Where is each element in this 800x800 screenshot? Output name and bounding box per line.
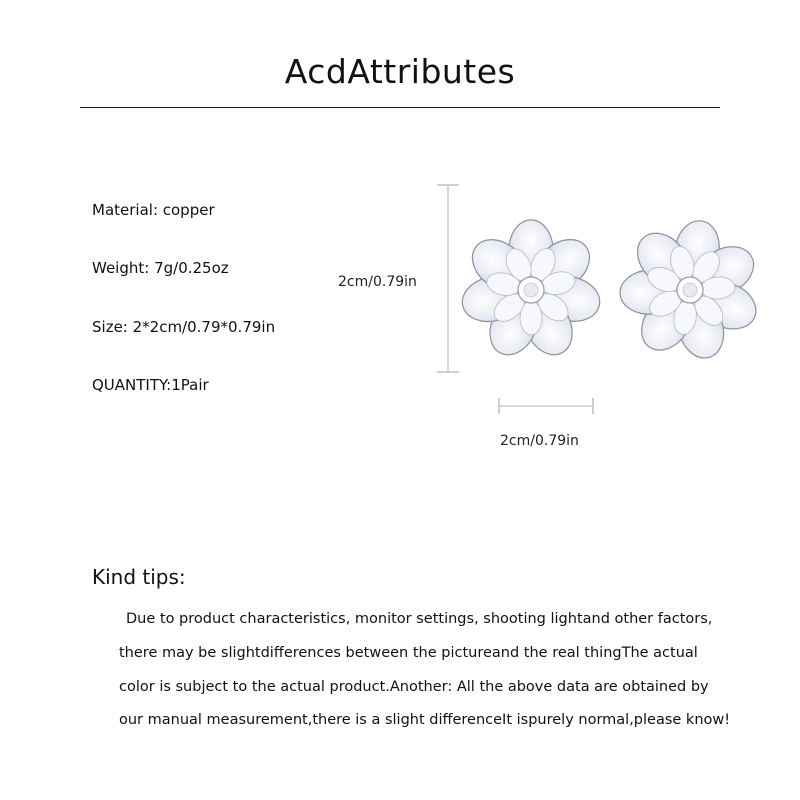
- height-measure-line: [447, 184, 449, 372]
- height-measure-cap-bottom: [437, 371, 459, 373]
- attribute-material: Material: copper: [92, 201, 215, 219]
- attribute-weight: Weight: 7g/0.25oz: [92, 259, 229, 277]
- attribute-quantity: QUANTITY:1Pair: [92, 376, 209, 394]
- earring-image-right: [618, 218, 762, 362]
- kind-tips-line: Due to product characteristics, monitor settings, shooting lightand other factors,: [126, 611, 713, 627]
- width-measure-cap-right: [592, 398, 594, 414]
- attribute-size: Size: 2*2cm/0.79*0.79in: [92, 318, 276, 336]
- kind-tips-line: there may be slightdifferences between the pictureand the real thingThe actual: [119, 645, 698, 661]
- width-label: 2cm/0.79in: [500, 433, 579, 449]
- height-measure-cap-top: [437, 184, 459, 186]
- title-divider: [80, 107, 720, 108]
- width-measure-line: [498, 405, 594, 407]
- kind-tips-heading: Kind tips:: [92, 565, 186, 589]
- earring-image-left: [459, 218, 603, 362]
- height-label: 2cm/0.79in: [338, 274, 417, 290]
- kind-tips-line: our manual measurement,there is a slight differenceIt ispurely normal,please know!: [119, 712, 731, 728]
- width-measure-cap-left: [498, 398, 500, 414]
- page-title: AcdAttributes: [284, 52, 516, 91]
- kind-tips-line: color is subject to the actual product.Another: All the above data are obtained by: [119, 679, 709, 695]
